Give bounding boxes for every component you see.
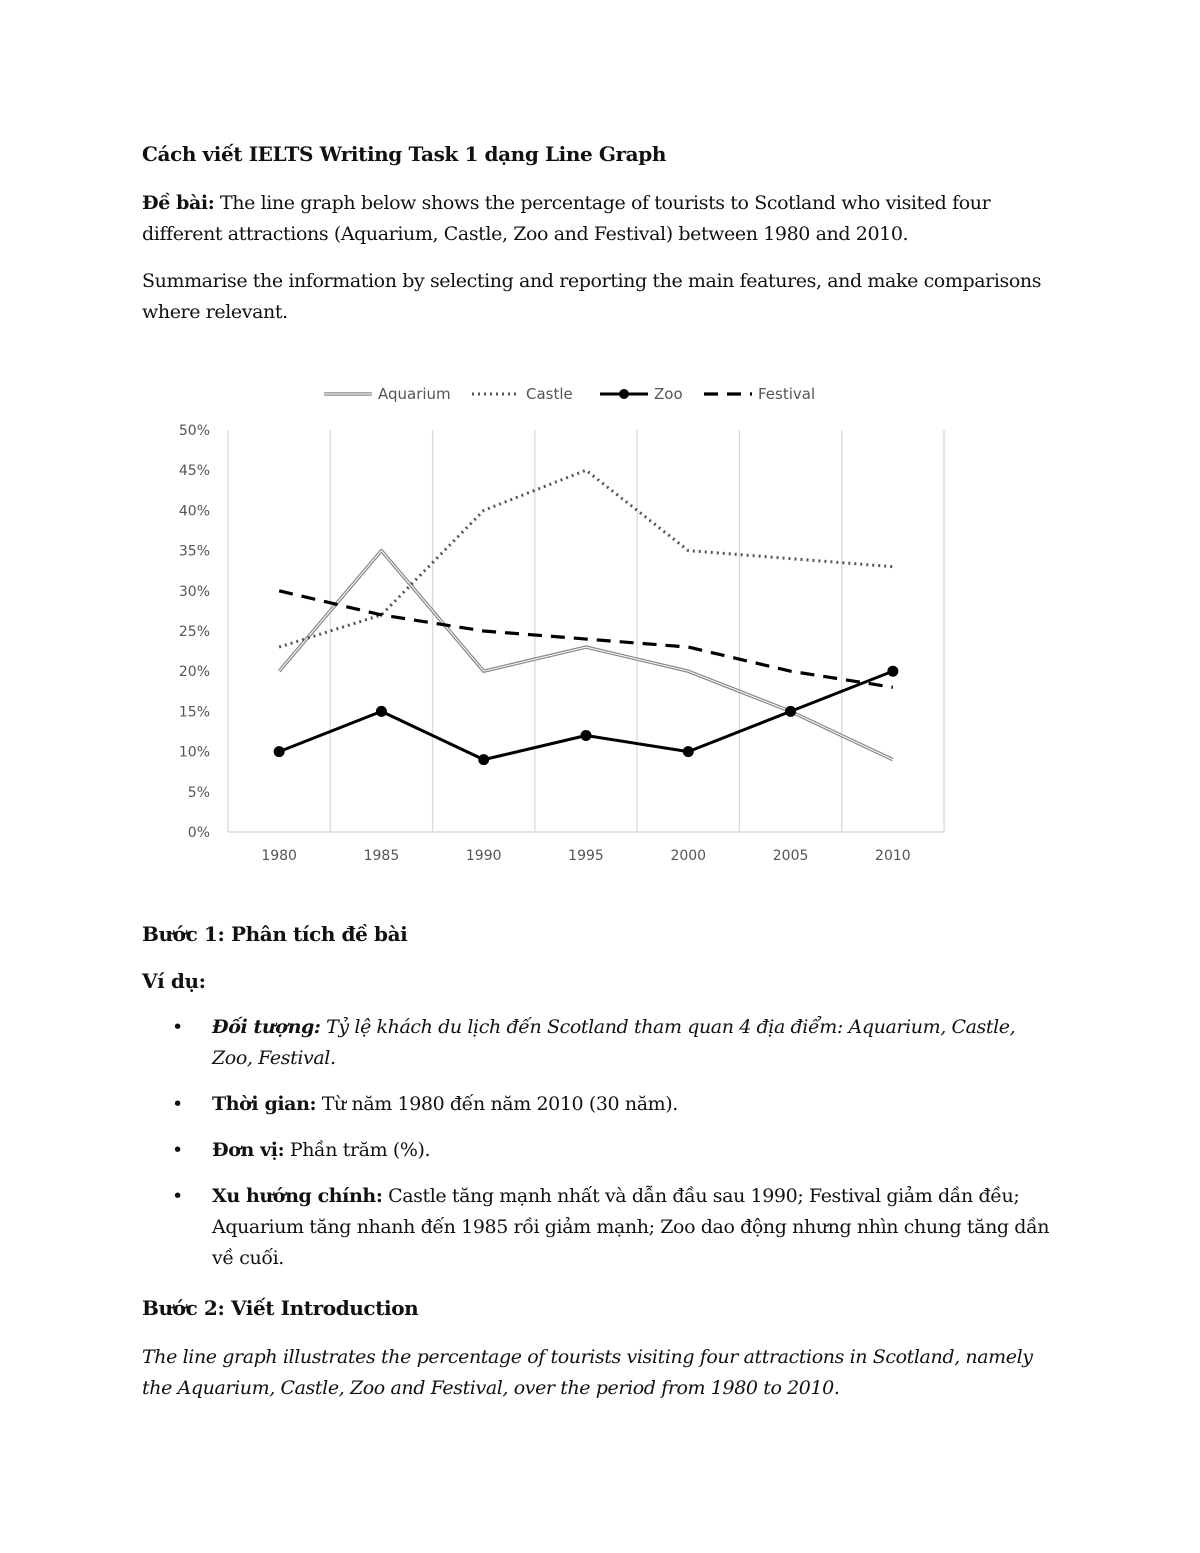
list-item-label: Thời gian: xyxy=(212,1093,317,1115)
data-point-zoo xyxy=(478,754,489,765)
data-point-zoo xyxy=(785,706,796,717)
analysis-list xyxy=(142,1012,1052,1289)
y-tick-label: 15% xyxy=(178,704,210,721)
data-point-zoo xyxy=(376,706,387,717)
x-tick-label: 2005 xyxy=(772,848,809,864)
x-tick-label: 1985 xyxy=(363,848,400,864)
list-item-label: Xu hướng chính: xyxy=(212,1185,383,1207)
list-item-text: Tỷ lệ khách du lịch đến Scotland tham quan 4 địa điểm: Aquarium, Castle, Zoo, Festival. xyxy=(212,1016,1016,1069)
legend-label: Festival xyxy=(758,385,816,403)
y-tick-label: 5% xyxy=(187,784,210,801)
y-tick-label: 10% xyxy=(178,744,210,761)
y-tick-label: 40% xyxy=(178,503,210,520)
step2-heading: Bước 2: Viết Introduction xyxy=(142,1296,419,1320)
series-line-inner-aquarium xyxy=(279,551,893,760)
data-point-zoo xyxy=(887,666,898,677)
x-tick-label: 2000 xyxy=(670,848,707,864)
prompt-paragraph xyxy=(142,188,1052,250)
list-item-text: Castle tăng mạnh nhất và dẫn đầu sau 1990; Festival giảm dần đều; Aquarium tăng nhanh đến 1985 rồi giảm mạnh; Zoo dao động nhưng nhìn chung tăng dần về cuối. xyxy=(212,1185,1050,1269)
y-tick-label: 50% xyxy=(178,423,210,439)
list-item-text: Từ năm 1980 đến năm 2010 (30 năm). xyxy=(316,1093,678,1115)
x-tick-label: 1995 xyxy=(568,848,604,864)
x-tick-label: 2010 xyxy=(875,848,911,864)
bullet-dot: • xyxy=(172,1139,183,1161)
example-label: Ví dụ: xyxy=(142,969,206,993)
y-tick-label: 30% xyxy=(178,583,210,600)
list-item xyxy=(142,1012,1052,1074)
data-point-zoo xyxy=(581,730,592,741)
list-item xyxy=(142,1135,1052,1166)
step1-heading: Bước 1: Phân tích đề bài xyxy=(142,922,408,946)
y-tick-label: 35% xyxy=(178,543,210,560)
legend-marker xyxy=(619,389,629,399)
series-line-aquarium xyxy=(279,551,893,760)
series-line-castle xyxy=(279,470,893,647)
x-tick-label: 1990 xyxy=(465,848,502,864)
introduction-paragraph: The line graph illustrates the percentage of tourists visiting four attractions in Scotland, namely the Aquarium, Castle, Zoo and Festival, over the period from 1980 to 2010. xyxy=(142,1346,1033,1399)
prompt-text: The line graph below shows the percentage of tourists to Scotland who visited four different attractions (Aquarium, Castle, Zoo and Festival) between 1980 and 2010. xyxy=(142,192,991,245)
line-chart xyxy=(160,370,960,880)
x-tick-label: 1980 xyxy=(261,848,297,864)
list-item-label: Đối tượng: xyxy=(212,1016,321,1038)
y-tick-label: 20% xyxy=(178,664,210,681)
list-item-text: Phần trăm (%). xyxy=(284,1139,431,1161)
list-item-label: Đơn vị: xyxy=(212,1139,285,1161)
y-tick-label: 45% xyxy=(178,463,210,480)
instruction-paragraph: Summarise the information by selecting and reporting the main features, and make comparisons where relevant. xyxy=(142,270,1042,323)
bullet-dot: • xyxy=(172,1093,183,1115)
legend-label: Aquarium xyxy=(378,385,451,403)
prompt-label: Đề bài: xyxy=(142,192,215,214)
document-title: Cách viết IELTS Writing Task 1 dạng Line Graph xyxy=(142,142,666,166)
series-line-festival xyxy=(279,591,893,687)
legend-label: Zoo xyxy=(654,385,683,403)
legend-label: Castle xyxy=(526,385,573,403)
data-point-zoo xyxy=(683,746,694,757)
list-item xyxy=(142,1181,1052,1274)
y-tick-label: 0% xyxy=(187,825,210,841)
bullet-dot: • xyxy=(172,1185,183,1207)
y-tick-label: 25% xyxy=(178,624,210,640)
list-item xyxy=(142,1089,1052,1120)
bullet-dot: • xyxy=(172,1016,183,1038)
data-point-zoo xyxy=(274,746,285,757)
